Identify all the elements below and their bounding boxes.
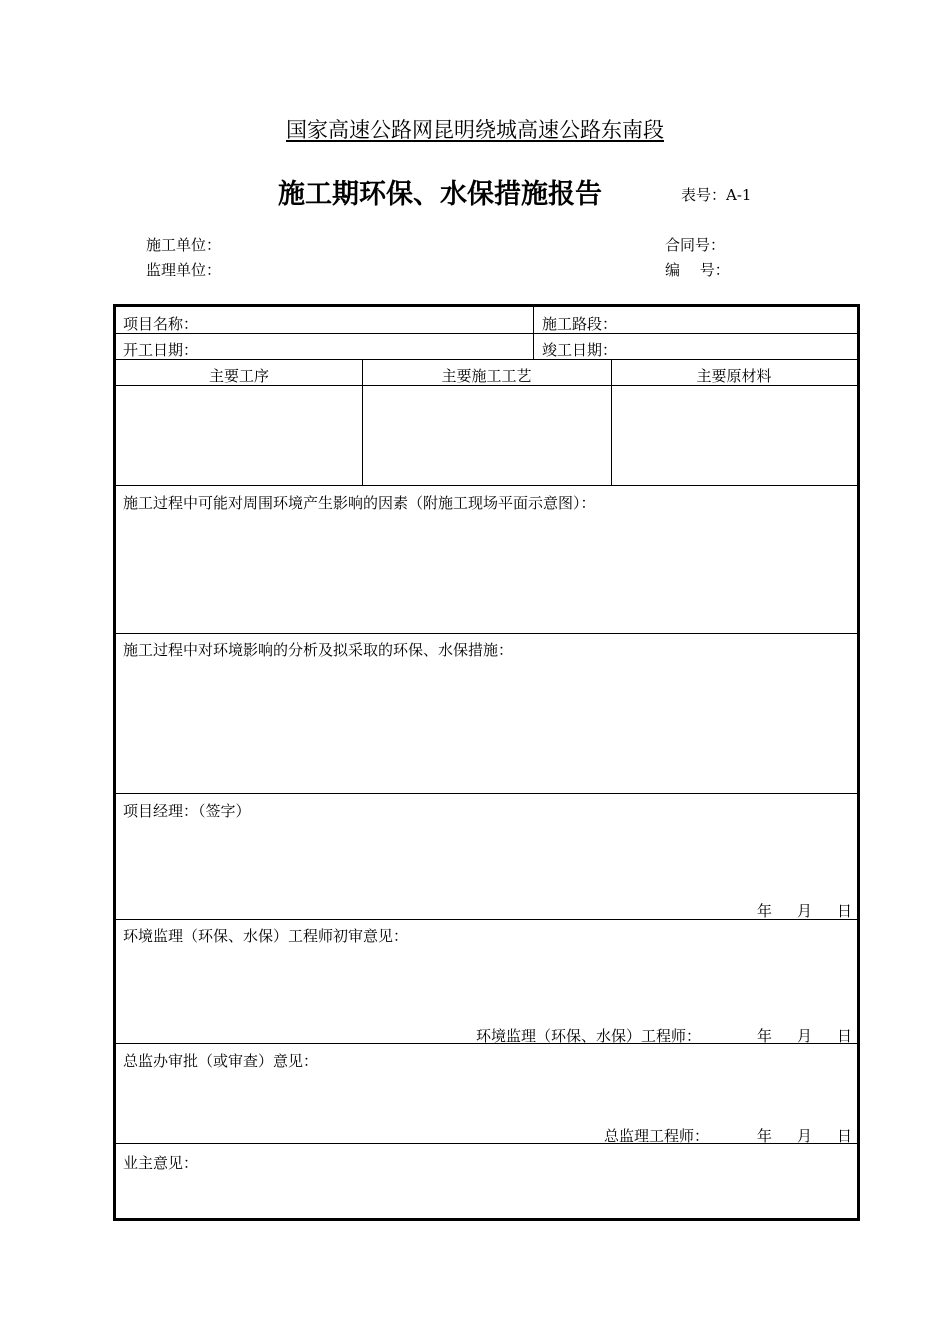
date-year: 年 (757, 1127, 773, 1145)
env-supervisor-signature-label: 环境监理（环保、水保）工程师： (476, 1027, 702, 1045)
row-divider (116, 485, 857, 486)
date-year: 年 (757, 902, 773, 920)
env-supervisor-opinion-label: 环境监理（环保、水保）工程师初审意见： (123, 927, 409, 945)
row-divider (116, 1143, 857, 1144)
row-divider (116, 359, 857, 360)
date-year: 年 (757, 1027, 773, 1045)
column-header-raw-materials: 主要原材料 (696, 367, 772, 385)
date-month: 月 (797, 1127, 813, 1145)
chief-supervisor-signature-label: 总监理工程师： (604, 1127, 710, 1145)
project-manager-signature-label: 项目经理：（签字） (123, 802, 251, 820)
contract-no-label: 合同号： (665, 236, 726, 254)
supervision-unit-label: 监理单位： (146, 261, 222, 279)
date-day: 日 (837, 1127, 853, 1145)
column-header-main-process: 主要工序 (208, 367, 269, 385)
date-day: 日 (837, 1027, 853, 1045)
construction-section-label: 施工路段： (542, 315, 618, 333)
form-number: 表号：A-1 (681, 186, 752, 204)
date-month: 月 (797, 902, 813, 920)
row-divider (116, 793, 857, 794)
row-divider (116, 333, 857, 334)
serial-no-label: 编 号： (665, 261, 730, 279)
column-header-construction-technique: 主要施工工艺 (441, 367, 532, 385)
chief-supervisor-opinion-label: 总监办审批（或审查）意见： (123, 1052, 319, 1070)
date-month: 月 (797, 1027, 813, 1045)
completion-date-label: 竣工日期： (542, 341, 618, 359)
report-form-table (113, 304, 860, 1221)
row-divider (116, 919, 857, 920)
construction-unit-label: 施工单位： (146, 236, 222, 254)
column-divider (533, 307, 534, 359)
date-day: 日 (837, 902, 853, 920)
owner-opinion-label: 业主意见： (123, 1154, 199, 1172)
environment-factors-label: 施工过程中可能对周围环境产生影响的因素（附施工现场平面示意图）： (123, 494, 596, 512)
start-date-label: 开工日期： (123, 341, 199, 359)
environment-measures-label: 施工过程中对环境影响的分析及拟采取的环保、水保措施： (123, 641, 514, 659)
row-divider (116, 633, 857, 634)
project-name-label: 项目名称： (123, 315, 199, 333)
page-title: 施工期环保、水保措施报告 (278, 179, 602, 210)
header-title: 国家高速公路网昆明绕城高速公路东南段 (286, 118, 664, 142)
